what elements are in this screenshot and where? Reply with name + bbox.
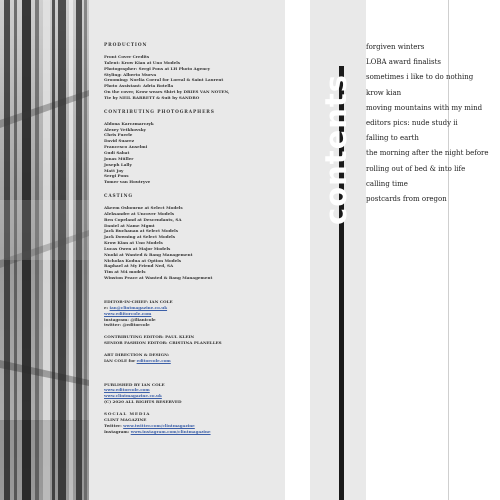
photographer-name: Francesco Anselmi (104, 144, 148, 150)
editor-twitter: twitter: @editorcole (104, 322, 150, 328)
contents-list (366, 40, 500, 207)
production-line: Talent: Krow Kian at Uno Models (104, 59, 181, 65)
contents-item[interactable]: the morning after the night before (366, 149, 489, 158)
production-heading: PRODUCTION (104, 43, 148, 48)
contents-item[interactable]: forgiven winters (366, 43, 425, 51)
casting-line: Nnoki at Wanted & Bang Management (104, 251, 193, 257)
casting-line: Nicholas Kodua at Option Models (104, 257, 182, 263)
contents-item[interactable]: falling to earth (366, 134, 419, 143)
contents-item[interactable]: postcards from oregon (366, 194, 447, 203)
contents-item[interactable]: editors pics: nude study ii (366, 118, 458, 127)
contents-item[interactable]: sometimes i like to do nothing (366, 73, 474, 82)
photographer-name: Alexey Vetkhovsky (104, 126, 146, 132)
forest-photo (0, 0, 89, 500)
credits-page (89, 0, 285, 500)
casting-line: Aleksandre at Uncover Models (104, 210, 175, 216)
casting-line: Daniel at Name Mgmt (104, 222, 155, 228)
contents-item[interactable]: krow kian (366, 88, 402, 97)
social-magazine: CLINT MAGAZINE (104, 416, 147, 422)
production-line: Photographer: Sergi Pons at LH Photo Agency (104, 65, 211, 71)
staff-section (104, 334, 282, 346)
contents-item[interactable]: LOBA award finalists (366, 58, 442, 67)
production-line: Grooming: Noelia Coeral for Loreal & Saint Laurent (104, 77, 224, 83)
contents-item[interactable]: calling time (366, 179, 408, 188)
instagram-prefix: Instagram: (104, 428, 131, 434)
senior-fashion-editor: SENIOR FASHION EDITOR: CRISTINA PLANELLES (104, 340, 222, 346)
contributing-editor: CONTRIBUTING EDITOR: PAUL KLEIN (104, 334, 195, 340)
production-section (104, 43, 282, 101)
photographer-name: Gudi Sabat (104, 149, 130, 155)
editor-website-link[interactable]: www.ediitorcole.com (104, 310, 152, 316)
casting-line: Jack Buchanan at Select Models (104, 228, 179, 234)
contents-title: contents (319, 73, 353, 225)
production-line: On the cover, Krow wears Shirt by DRIES VAN NOTEN, (104, 89, 230, 95)
photographer-name: Matt Joy (104, 167, 124, 173)
production-line: Front Cover Credits (104, 54, 150, 59)
production-line: Styling: Alberto Murva (104, 71, 157, 77)
casting-line: Akeem Osbourne at Select Models (104, 205, 183, 211)
photographers-section (104, 110, 282, 185)
contents-item[interactable]: rolling out of bed & into life (366, 164, 466, 173)
instagram-link[interactable]: www.instagram.com/clintmagazine (130, 428, 211, 434)
photographers-heading: CONTRIBUTING PHOTOGRAPHERS (104, 109, 215, 115)
photographer-name: Joseph Lally (104, 161, 132, 167)
twitter-prefix: Twitter: (104, 422, 124, 428)
casting-line: Winston Peace at Wanted & Bang Management (104, 275, 213, 281)
published-link[interactable]: www.clintmagazine.co.uk (104, 393, 162, 399)
art-direction-link[interactable]: editorcole.com (136, 357, 171, 363)
photographer-name: Sergi Pons (104, 173, 129, 179)
casting-heading: CASTING (104, 194, 133, 200)
social-instagram-line (104, 429, 282, 435)
credits-column (104, 43, 282, 434)
casting-line: Jack Downing at Select Models (104, 234, 176, 240)
editor-title: EDITOR-IN-CHIEF: IAN COLE (104, 299, 173, 304)
photographer-name: Tomer van Houtryve (104, 179, 151, 185)
art-direction-section (104, 352, 282, 364)
photographer-name: Chris Fuerle (104, 132, 133, 138)
published-section (104, 382, 282, 405)
casting-section (104, 194, 282, 281)
production-line: Photo Assistant: Adria Botella (104, 83, 174, 89)
email-prefix: e: (104, 304, 110, 310)
social-heading: SOCIAL MEDIA (104, 410, 151, 416)
casting-line: Raphael at My Friend Ned, SA (104, 263, 174, 269)
casting-line: Ben Copeland at Descendants, SA (104, 216, 182, 222)
twitter-link[interactable]: www.twitter.com/clintmagazine (123, 422, 195, 428)
art-name-prefix: IAN COLE for (104, 357, 137, 363)
editor-section (104, 299, 282, 328)
published-link[interactable]: www.editorcole.com (104, 387, 150, 393)
contents-item[interactable]: moving mountains with my mind (366, 103, 483, 112)
editor-instagram: instagram: @ilianicole (104, 316, 156, 322)
photographer-name: Jonas Müller (104, 155, 134, 161)
photographer-name: David Suarez (104, 138, 135, 144)
casting-line: Krow Kian at Uno Models (104, 240, 163, 246)
social-section (104, 411, 282, 434)
editor-email-link[interactable]: ian@clintmagazine.co.uk (109, 304, 168, 310)
casting-line: Lucas Owen at Major Models (104, 245, 171, 251)
casting-line: Tim at M4 models (104, 269, 146, 275)
published-title: PUBLISHED BY IAN COLE (104, 381, 165, 387)
production-line: Tie by NEIL BARRETT & Suit by SANDRO (104, 94, 200, 100)
rights-notice: (C) 2020 ALL RIGHTS RESERVED (104, 399, 182, 405)
photographer-name: Aldona Karczmarczyk (104, 120, 154, 126)
art-direction-title: ART DIRECTION & DESIGN: (104, 351, 170, 357)
